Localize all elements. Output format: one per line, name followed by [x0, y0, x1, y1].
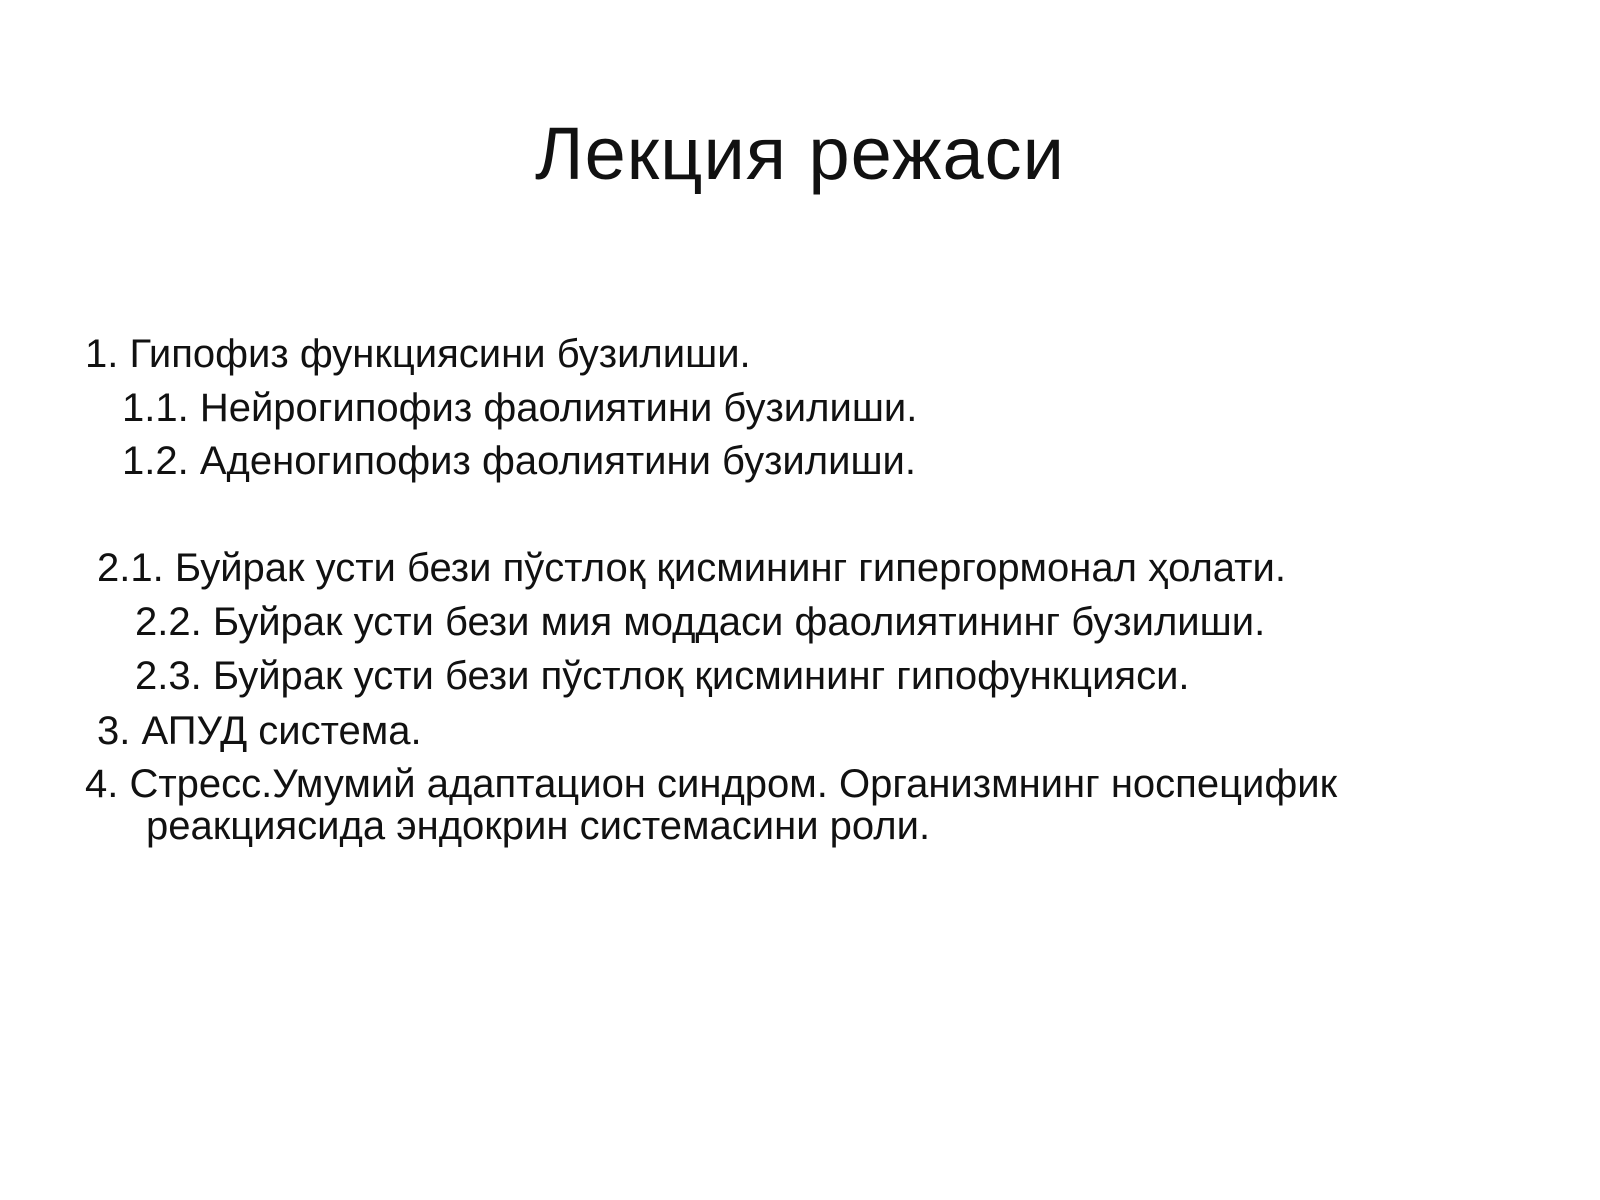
outline-item-1: 1. Гипофиз функциясини бузилиши.: [85, 332, 751, 376]
outline-item-4-continuation: реакциясида эндокрин системасини роли.: [146, 804, 931, 848]
slide-title: Лекция режаси: [535, 112, 1065, 195]
outline-item-1-2: 1.2. Аденогипофиз фаолиятини бузилиши.: [122, 439, 917, 483]
outline-item-2-3: 2.3. Буйрак усти бези пўстлоқ қисмининг гипофункцияси.: [135, 654, 1190, 698]
outline-item-2-1: 2.1. Буйрак усти бези пўстлоқ қисмининг гипергормонал ҳолати.: [97, 546, 1286, 590]
outline-item-1-1: 1.1. Нейрогипофиз фаолиятини бузилиши.: [122, 386, 918, 430]
outline-item-3: 3. АПУД система.: [97, 709, 422, 753]
outline-item-4: 4. Стресс.Умумий адаптацион синдром. Организмнинг носпецифик: [85, 762, 1338, 806]
outline-item-2-2: 2.2. Буйрак усти бези мия моддаси фаолиятининг бузилиши.: [135, 600, 1266, 644]
